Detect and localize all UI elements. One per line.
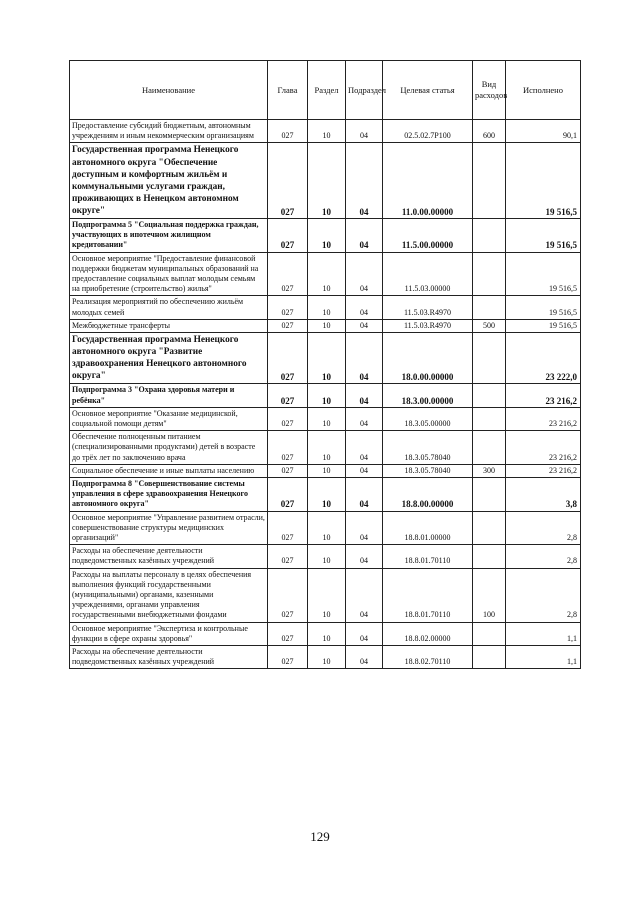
cell-name: Предоставление субсидий бюджетным, автономным учреждениям и иным некоммерческим организациям (70, 120, 268, 143)
cell-podrazdel: 04 (346, 120, 383, 143)
cell-glava: 027 (268, 120, 308, 143)
cell-celevaya-statya: 18.8.01.70110 (383, 568, 473, 622)
cell-ispolneno: 2,8 (506, 545, 581, 568)
cell-podrazdel: 04 (346, 143, 383, 219)
cell-podrazdel: 04 (346, 333, 383, 384)
cell-razdel: 10 (308, 384, 346, 407)
cell-glava: 027 (268, 218, 308, 252)
cell-name: Подпрограмма 5 "Социальная поддержка граждан, участвующих в ипотечном жилищном кредитовании" (70, 218, 268, 252)
cell-ispolneno: 23 216,2 (506, 407, 581, 430)
cell-glava: 027 (268, 252, 308, 296)
table-row (70, 120, 581, 143)
cell-ispolneno: 19 516,5 (506, 319, 581, 332)
cell-razdel: 10 (308, 431, 346, 465)
cell-celevaya-statya: 18.3.05.78040 (383, 431, 473, 465)
page-number: 129 (310, 829, 330, 844)
cell-celevaya-statya: 11.5.03.R4970 (383, 319, 473, 332)
cell-ispolneno: 23 216,2 (506, 384, 581, 407)
cell-podrazdel: 04 (346, 464, 383, 477)
cell-glava: 027 (268, 646, 308, 669)
cell-glava: 027 (268, 384, 308, 407)
cell-celevaya-statya: 11.0.00.00000 (383, 143, 473, 219)
cell-celevaya-statya: 18.3.05.00000 (383, 407, 473, 430)
cell-vid-raskhodov: 600 (473, 120, 506, 143)
cell-podrazdel: 04 (346, 431, 383, 465)
cell-name: Подпрограмма 8 "Совершенствование системы управления в сфере здравоохранения Ненецкого автономного округа" (70, 478, 268, 512)
cell-razdel: 10 (308, 319, 346, 332)
table-row (70, 296, 581, 319)
cell-razdel: 10 (308, 296, 346, 319)
cell-glava: 027 (268, 431, 308, 465)
cell-vid-raskhodov (473, 296, 506, 319)
cell-podrazdel: 04 (346, 319, 383, 332)
table-row (70, 384, 581, 407)
cell-name: Социальное обеспечение и иные выплаты населению (70, 464, 268, 477)
cell-vid-raskhodov (473, 622, 506, 645)
cell-glava: 027 (268, 622, 308, 645)
cell-podrazdel: 04 (346, 646, 383, 669)
cell-razdel: 10 (308, 120, 346, 143)
table-row (70, 464, 581, 477)
header-celevaya-statya: Целевая статья (383, 61, 473, 120)
cell-name: Расходы на обеспечение деятельности подведомственных казённых учреждений (70, 545, 268, 568)
cell-podrazdel: 04 (346, 218, 383, 252)
cell-glava: 027 (268, 319, 308, 332)
table-body (70, 120, 581, 669)
cell-razdel: 10 (308, 478, 346, 512)
header-glava: Глава (268, 61, 308, 120)
cell-razdel: 10 (308, 511, 346, 545)
cell-ispolneno: 2,8 (506, 568, 581, 622)
cell-vid-raskhodov: 100 (473, 568, 506, 622)
table-header-row (70, 61, 581, 120)
cell-name: Основное мероприятие "Оказание медицинской, социальной помощи детям" (70, 407, 268, 430)
cell-ispolneno: 19 516,5 (506, 143, 581, 219)
cell-podrazdel: 04 (346, 384, 383, 407)
cell-ispolneno: 23 216,2 (506, 464, 581, 477)
cell-razdel: 10 (308, 333, 346, 384)
cell-podrazdel: 04 (346, 296, 383, 319)
header-ispolneno: Исполнено (506, 61, 581, 120)
cell-podrazdel: 04 (346, 252, 383, 296)
cell-name: Основное мероприятие "Экспертиза и контрольные функции в сфере охраны здоровья" (70, 622, 268, 645)
cell-ispolneno: 1,1 (506, 622, 581, 645)
table-row (70, 333, 581, 384)
cell-podrazdel: 04 (346, 511, 383, 545)
cell-vid-raskhodov (473, 218, 506, 252)
cell-razdel: 10 (308, 143, 346, 219)
cell-name: Реализация мероприятий по обеспечению жильём молодых семей (70, 296, 268, 319)
header-vid-raskhodov: Вид расходов (473, 61, 506, 120)
cell-celevaya-statya: 11.5.00.00000 (383, 218, 473, 252)
table-row (70, 431, 581, 465)
cell-vid-raskhodov (473, 511, 506, 545)
cell-vid-raskhodov (473, 143, 506, 219)
cell-name: Подпрограмма 3 "Охрана здоровья матери и ребёнка" (70, 384, 268, 407)
cell-razdel: 10 (308, 646, 346, 669)
cell-glava: 027 (268, 545, 308, 568)
cell-name: Обеспечение полноценным питанием (специализированными продуктами) детей в возрасте до трёх лет по заключению врача (70, 431, 268, 465)
table-row (70, 511, 581, 545)
cell-celevaya-statya: 02.5.02.7Р100 (383, 120, 473, 143)
cell-celevaya-statya: 11.5.03.00000 (383, 252, 473, 296)
cell-razdel: 10 (308, 622, 346, 645)
cell-vid-raskhodov (473, 545, 506, 568)
cell-celevaya-statya: 11.5.03.R4970 (383, 296, 473, 319)
cell-glava: 027 (268, 296, 308, 319)
cell-celevaya-statya: 18.3.05.78040 (383, 464, 473, 477)
cell-vid-raskhodov: 500 (473, 319, 506, 332)
cell-celevaya-statya: 18.8.02.70110 (383, 646, 473, 669)
table-row (70, 407, 581, 430)
cell-celevaya-statya: 18.8.01.00000 (383, 511, 473, 545)
cell-vid-raskhodov (473, 252, 506, 296)
table-row (70, 252, 581, 296)
cell-razdel: 10 (308, 545, 346, 568)
cell-glava: 027 (268, 464, 308, 477)
cell-glava: 027 (268, 478, 308, 512)
cell-ispolneno: 19 516,5 (506, 218, 581, 252)
cell-celevaya-statya: 18.0.00.00000 (383, 333, 473, 384)
table-row (70, 622, 581, 645)
cell-razdel: 10 (308, 568, 346, 622)
cell-name: Межбюджетные трансферты (70, 319, 268, 332)
cell-name: Расходы на обеспечение деятельности подведомственных казённых учреждений (70, 646, 268, 669)
cell-glava: 027 (268, 333, 308, 384)
cell-ispolneno: 1,1 (506, 646, 581, 669)
table-row (70, 478, 581, 512)
table-row (70, 319, 581, 332)
cell-vid-raskhodov (473, 646, 506, 669)
budget-execution-table (69, 60, 581, 669)
header-name: Наименование (70, 61, 268, 120)
cell-name: Основное мероприятие "Предоставление финансовой поддержки бюджетам муниципальных образований на предоставление социальных выплат молодым семьям на приобретение (строительство) жилья" (70, 252, 268, 296)
cell-podrazdel: 04 (346, 407, 383, 430)
cell-glava: 027 (268, 143, 308, 219)
header-podrazdel: Подраздел (346, 61, 383, 120)
cell-celevaya-statya: 18.8.00.00000 (383, 478, 473, 512)
cell-podrazdel: 04 (346, 568, 383, 622)
cell-ispolneno: 23 216,2 (506, 431, 581, 465)
cell-ispolneno: 23 222,0 (506, 333, 581, 384)
cell-podrazdel: 04 (346, 545, 383, 568)
cell-razdel: 10 (308, 252, 346, 296)
cell-podrazdel: 04 (346, 622, 383, 645)
cell-ispolneno: 3,8 (506, 478, 581, 512)
cell-glava: 027 (268, 407, 308, 430)
cell-ispolneno: 19 516,5 (506, 252, 581, 296)
cell-vid-raskhodov (473, 478, 506, 512)
cell-celevaya-statya: 18.8.01.70110 (383, 545, 473, 568)
table-row (70, 646, 581, 669)
cell-vid-raskhodov (473, 333, 506, 384)
cell-name: Государственная программа Ненецкого автономного округа "Обеспечение доступным и комфортным жильём и коммунальными услугами граждан, проживающих в Ненецком автономном округе" (70, 143, 268, 219)
cell-name: Государственная программа Ненецкого автономного округа "Развитие здравоохранения Ненецкого автономного округа" (70, 333, 268, 384)
cell-celevaya-statya: 18.8.02.00000 (383, 622, 473, 645)
cell-name: Основное мероприятие "Управление развитием отрасли, совершенствование структуры медицинских организаций" (70, 511, 268, 545)
cell-glava: 027 (268, 568, 308, 622)
table-row (70, 545, 581, 568)
header-razdel: Раздел (308, 61, 346, 120)
cell-vid-raskhodov (473, 431, 506, 465)
cell-razdel: 10 (308, 218, 346, 252)
cell-podrazdel: 04 (346, 478, 383, 512)
cell-glava: 027 (268, 511, 308, 545)
cell-razdel: 10 (308, 407, 346, 430)
table-row (70, 568, 581, 622)
cell-celevaya-statya: 18.3.00.00000 (383, 384, 473, 407)
cell-vid-raskhodov: 300 (473, 464, 506, 477)
cell-razdel: 10 (308, 464, 346, 477)
cell-vid-raskhodov (473, 384, 506, 407)
cell-vid-raskhodov (473, 407, 506, 430)
table-row (70, 143, 581, 219)
cell-ispolneno: 90,1 (506, 120, 581, 143)
cell-ispolneno: 2,8 (506, 511, 581, 545)
cell-ispolneno: 19 516,5 (506, 296, 581, 319)
cell-name: Расходы на выплаты персоналу в целях обеспечения выполнения функций государственными (муниципальными) органами, казенными учреждениями, органами управления государственными внебюджетными фондами (70, 568, 268, 622)
table-row (70, 218, 581, 252)
